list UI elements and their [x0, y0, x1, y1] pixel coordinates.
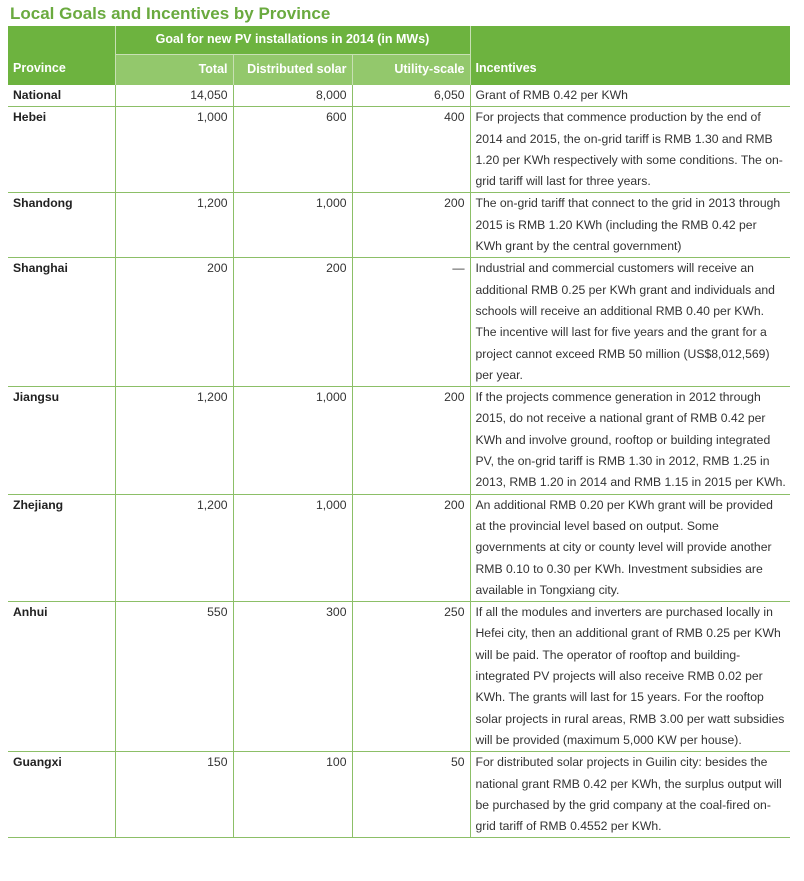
province-cell: National — [8, 85, 115, 107]
incentives-cell: Industrial and commercial customers will receive an additional RMB 0.25 per KWh grant and individuals and schools will receive an additional RMB 0.40 per KWh. The incentive will last for five years and the grant for a project cannot exceed RMB 50 million (US$8,012,569) per year. — [470, 258, 790, 387]
province-cell: Zhejiang — [8, 494, 115, 601]
incentives-cell: For projects that commence production by the end of 2014 and 2015, the on-grid tariff is RMB 1.30 and RMB 1.20 per KWh respectively with some conditions. The on-grid tariff will last for three years. — [470, 107, 790, 193]
utility-cell: 200 — [352, 494, 470, 601]
table-title: Local Goals and Incentives by Province — [10, 4, 331, 23]
total-cell: 1,200 — [115, 387, 233, 494]
incentives-cell: An additional RMB 0.20 per KWh grant will be provided at the provincial level based on output. Some governments at city or county level will provide another RMB 0.10 to 0.30 per KWh. Investment subsidies are available in Tongxiang city. — [470, 494, 790, 601]
incentives-cell: If the projects commence generation in 2012 through 2015, do not receive a national grant of RMB 0.42 per KWh and involve ground, rooftop or building integrated PV, the on-grid tariff is RMB 1.30 in 2012, RMB 1.25 in 2013, RMB 1.20 in 2014 and RMB 1.15 in 2015 per KWh. — [470, 387, 790, 494]
utility-cell: 200 — [352, 193, 470, 258]
table-row-national — [8, 85, 790, 107]
table-row-zhejiang — [8, 494, 790, 601]
table-row-shanghai — [8, 258, 790, 387]
distributed-cell: 300 — [233, 602, 352, 752]
distributed-cell: 100 — [233, 752, 352, 838]
header-utility-scale: Utility-scale — [352, 55, 470, 86]
total-cell: 14,050 — [115, 85, 233, 107]
province-cell: Jiangsu — [8, 387, 115, 494]
province-cell: Shanghai — [8, 258, 115, 387]
table-row-jiangsu — [8, 387, 790, 494]
total-cell: 1,200 — [115, 193, 233, 258]
total-cell: 200 — [115, 258, 233, 387]
total-cell: 1,000 — [115, 107, 233, 193]
province-cell: Anhui — [8, 602, 115, 752]
distributed-cell: 8,000 — [233, 85, 352, 107]
header-province: Province — [8, 26, 115, 85]
distributed-cell: 1,000 — [233, 193, 352, 258]
incentives-cell: The on-grid tariff that connect to the grid in 2013 through 2015 is RMB 1.20 KWh (including the RMB 0.42 per KWh grant by the central government) — [470, 193, 790, 258]
header-incentives: Incentives — [470, 26, 790, 85]
utility-cell: 250 — [352, 602, 470, 752]
table-row-hebei — [8, 107, 790, 193]
distributed-cell: 600 — [233, 107, 352, 193]
utility-cell: 50 — [352, 752, 470, 838]
utility-cell: 6,050 — [352, 85, 470, 107]
utility-cell: — — [352, 258, 470, 387]
incentives-cell: For distributed solar projects in Guilin city: besides the national grant RMB 0.42 per KWh, the surplus output will be purchased by the grid company at the coal-fired on-grid tariff of RMB 0.4552 per KWh. — [470, 752, 790, 838]
province-cell: Hebei — [8, 107, 115, 193]
incentives-cell: If all the modules and inverters are purchased locally in Hefei city, then an additional grant of RMB 0.25 per KWh will be paid. The operator of rooftop and building-integrated PV projects will also receive RMB 0.02 per KWh. The grants will last for 15 years. For the rooftop solar projects in rural areas, RMB 3.00 per watt subsidies will be provided (maximum 5,000 KW per house). — [470, 602, 790, 752]
distributed-cell: 1,000 — [233, 387, 352, 494]
distributed-cell: 1,000 — [233, 494, 352, 601]
header-goal-group: Goal for new PV installations in 2014 (in MWs) — [115, 26, 470, 55]
province-cell: Shandong — [8, 193, 115, 258]
table-row-anhui — [8, 602, 790, 752]
table-row-guangxi — [8, 752, 790, 838]
table-row-shandong — [8, 193, 790, 258]
header-total: Total — [115, 55, 233, 86]
distributed-cell: 200 — [233, 258, 352, 387]
province-cell: Guangxi — [8, 752, 115, 838]
utility-cell: 400 — [352, 107, 470, 193]
total-cell: 550 — [115, 602, 233, 752]
total-cell: 150 — [115, 752, 233, 838]
total-cell: 1,200 — [115, 494, 233, 601]
incentives-cell: Grant of RMB 0.42 per KWh — [470, 85, 790, 107]
province-incentives-table — [8, 26, 790, 838]
utility-cell: 200 — [352, 387, 470, 494]
header-distributed-solar: Distributed solar — [233, 55, 352, 86]
